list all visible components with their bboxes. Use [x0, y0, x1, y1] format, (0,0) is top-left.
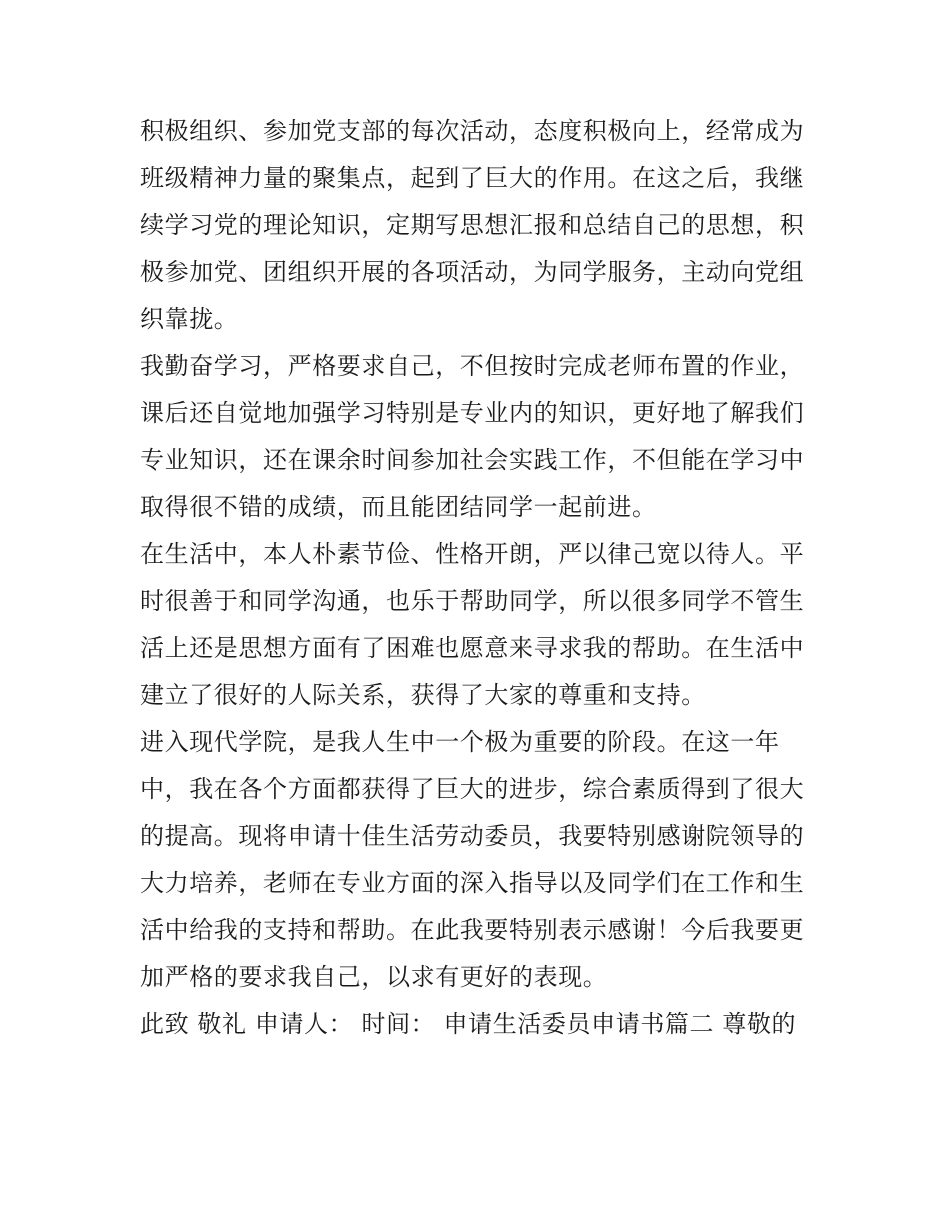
text-line: 取得很不错的成绩，而且能团结同学一起前进。: [140, 493, 657, 521]
text-line: 活中给我的支持和帮助。在此我要特别表示感谢！今后我要更: [140, 916, 805, 944]
text-line: 续学习党的理论知识，定期写思想汇报和总结自己的思想，积: [140, 211, 805, 239]
text-line: 在生活中，本人朴素节俭、性格开朗，严以律己宽以待人。平: [140, 540, 805, 568]
paragraph-closing: [140, 1001, 820, 1048]
text-line: 活上还是思想方面有了困难也愿意来寻求我的帮助。在生活中: [140, 634, 805, 662]
text-line: 织靠拢。: [140, 305, 239, 333]
text-line: 班级精神力量的聚集点，起到了巨大的作用。在这之后，我继: [140, 164, 805, 192]
text-line: 大力培养，老师在专业方面的深入指导以及同学们在工作和生: [140, 869, 805, 897]
paragraph-college: [140, 719, 820, 1001]
text-line: 的提高。现将申请十佳生活劳动委员，我要特别感谢院领导的: [140, 822, 805, 850]
paragraph-party-activities: [140, 108, 820, 343]
text-line: 我勤奋学习，严格要求自己，不但按时完成老师布置的作业，: [140, 352, 805, 380]
text-line: 极参加党、团组织开展的各项活动，为同学服务，主动向党组: [140, 258, 805, 286]
paragraph-study: [140, 343, 820, 531]
text-line: 课后还自觉地加强学习特别是专业内的知识，更好地了解我们: [140, 399, 805, 427]
text-line: 进入现代学院，是我人生中一个极为重要的阶段。在这一年: [140, 728, 780, 756]
text-line: 专业知识，还在课余时间参加社会实践工作，不但能在学习中: [140, 446, 805, 474]
document-body: [140, 108, 820, 1048]
paragraph-life: [140, 531, 820, 719]
text-line: 此致 敬礼 申请人： 时间： 申请生活委员申请书篇二 尊敬的: [140, 1010, 797, 1038]
text-line: 建立了很好的人际关系，获得了大家的尊重和支持。: [140, 681, 706, 709]
text-line: 中，我在各个方面都获得了巨大的进步，综合素质得到了很大: [140, 775, 805, 803]
text-line: 时很善于和同学沟通，也乐于帮助同学，所以很多同学不管生: [140, 587, 805, 615]
text-line: 加严格的要求我自己，以求有更好的表现。: [140, 963, 608, 991]
text-line: 积极组织、参加党支部的每次活动，态度积极向上，经常成为: [140, 117, 805, 145]
